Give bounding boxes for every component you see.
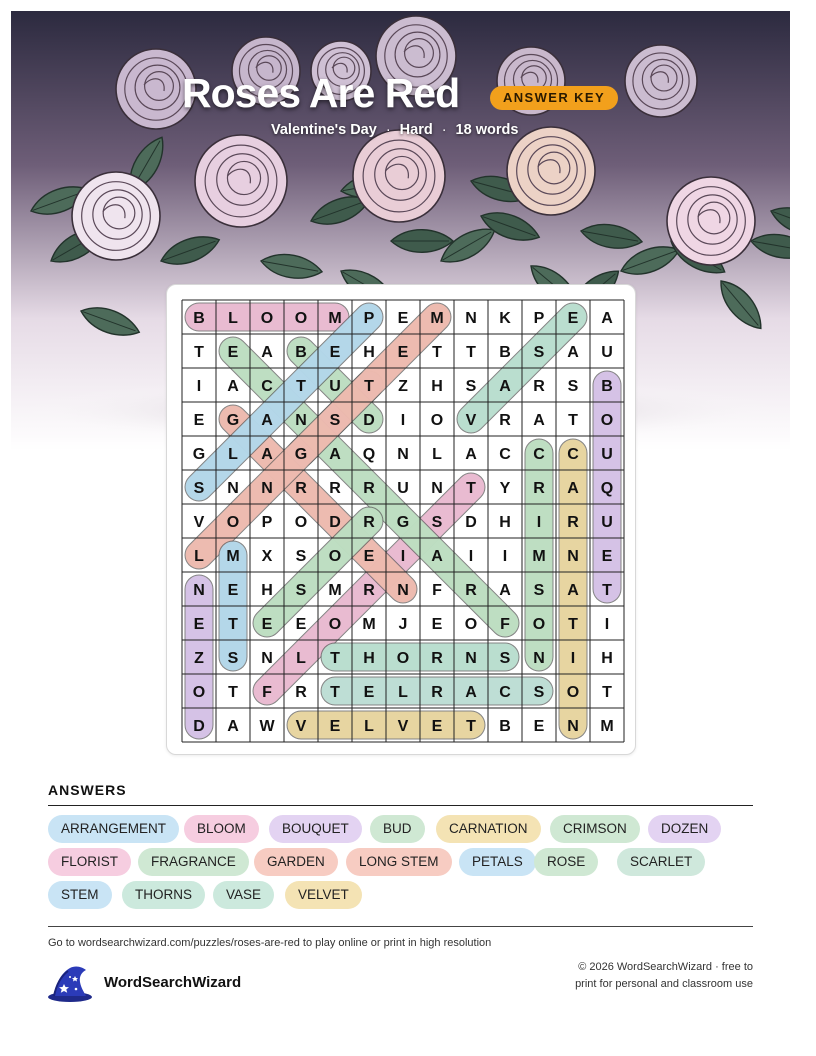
grid-letter: Q: [362, 446, 376, 463]
answer-chip: BLOOM: [184, 815, 259, 843]
grid-letter: T: [602, 582, 612, 599]
grid-letter: R: [295, 480, 307, 497]
grid-letter: U: [601, 514, 613, 531]
answer-chip: BUD: [370, 815, 425, 843]
divider: [48, 805, 753, 806]
grid-letter: C: [499, 684, 511, 701]
grid-letter: M: [328, 310, 342, 327]
grid-letter: A: [465, 684, 477, 701]
grid-letter: O: [328, 616, 342, 633]
answer-key-badge: ANSWER KEY: [490, 86, 618, 110]
answer-chip: STEM: [48, 881, 112, 909]
grid-letter: T: [296, 378, 306, 395]
page-title: Roses Are Red: [182, 70, 460, 116]
grid-letter: M: [328, 582, 342, 599]
grid-letter: I: [502, 548, 508, 565]
grid-letter: N: [533, 650, 545, 667]
grid-letter: E: [261, 616, 273, 633]
grid-letter: H: [601, 650, 613, 667]
grid-letter: N: [193, 582, 205, 599]
separator-dot: ·: [441, 122, 447, 138]
grid-letter: A: [499, 582, 511, 599]
grid-letter: E: [431, 616, 443, 633]
grid-letter: S: [295, 548, 307, 565]
grid-letter: C: [499, 446, 511, 463]
answer-chip: BOUQUET: [269, 815, 362, 843]
grid-letter: E: [397, 344, 409, 361]
answer-chip: DOZEN: [648, 815, 721, 843]
grid-letter: A: [499, 378, 511, 395]
grid-letter: E: [193, 616, 205, 633]
grid-letter: B: [601, 378, 613, 395]
grid-letter: N: [261, 650, 273, 667]
grid-letter: D: [329, 514, 341, 531]
grid-letter: Q: [600, 480, 614, 497]
grid-letter: S: [295, 582, 307, 599]
grid-letter: E: [193, 412, 205, 429]
grid-letter: K: [499, 310, 511, 327]
answer-chip: VELVET: [285, 881, 362, 909]
grid-letter: E: [533, 718, 545, 735]
word-count-label: 18 words: [455, 122, 519, 138]
grid-letter: P: [363, 310, 375, 327]
copyright-text: © 2026 WordSearchWizard · free to print for personal and classroom use: [575, 961, 753, 990]
grid-letter: E: [363, 684, 375, 701]
grid-letter: N: [431, 480, 443, 497]
grid-letter: D: [193, 718, 205, 735]
grid-letter: O: [226, 514, 240, 531]
grid-letter: V: [295, 718, 307, 735]
grid-letter: I: [468, 548, 474, 565]
grid-letter: H: [363, 650, 375, 667]
answer-chip: FLORIST: [48, 848, 131, 876]
grid-letter: T: [330, 684, 340, 701]
grid-letter: G: [294, 446, 308, 463]
grid-letter: T: [330, 650, 340, 667]
grid-letter: O: [600, 412, 614, 429]
wizard-hat-logo-icon: [46, 964, 94, 1009]
grid-letter: O: [294, 310, 308, 327]
grid-letter: T: [432, 344, 442, 361]
grid-letter: B: [193, 310, 205, 327]
grid-letter: O: [566, 684, 580, 701]
grid-letter: H: [363, 344, 375, 361]
grid-letter: E: [431, 718, 443, 735]
grid-letter: G: [396, 514, 410, 531]
grid-letter: O: [328, 548, 342, 565]
grid-letter: W: [259, 718, 275, 735]
divider: [48, 926, 753, 927]
grid-letter: C: [261, 378, 273, 395]
grid-letter: R: [465, 582, 477, 599]
grid-letter: H: [499, 514, 511, 531]
grid-letter: L: [228, 446, 238, 463]
grid-letter: R: [329, 480, 341, 497]
grid-letter: E: [329, 344, 341, 361]
grid-letter: G: [192, 446, 206, 463]
grid-letter: U: [601, 446, 613, 463]
grid-letter: E: [227, 582, 239, 599]
grid-letter: S: [499, 650, 511, 667]
grid-letter: M: [600, 718, 614, 735]
answer-chip: ROSE: [534, 848, 598, 876]
grid-letter: E: [601, 548, 613, 565]
grid-letter: N: [397, 446, 409, 463]
grid-letter: N: [261, 480, 273, 497]
grid-letter: N: [397, 582, 409, 599]
grid-letter: R: [567, 514, 579, 531]
grid-letter: A: [227, 378, 239, 395]
grid-letter: N: [465, 310, 477, 327]
grid-letter: S: [431, 514, 443, 531]
grid-letter: S: [533, 582, 545, 599]
grid-letter: R: [499, 412, 511, 429]
grid-letter: T: [194, 344, 204, 361]
grid-letter: E: [227, 344, 239, 361]
grid-letter: R: [431, 650, 443, 667]
footer-link-text[interactable]: Go to wordsearchwizard.com/puzzles/roses-are-red to play online or print in high resolution: [48, 937, 492, 949]
grid-letter: B: [499, 344, 511, 361]
grid-letter: M: [430, 310, 444, 327]
grid-letter: T: [364, 378, 374, 395]
grid-letter: A: [567, 344, 579, 361]
grid-letter: M: [362, 616, 376, 633]
grid-letter: S: [193, 480, 205, 497]
grid-letter: A: [601, 310, 613, 327]
grid-letter: G: [226, 412, 240, 429]
grid-letter: F: [500, 616, 510, 633]
grid-letter: S: [533, 684, 545, 701]
grid-letter: V: [397, 718, 409, 735]
grid-letter: O: [532, 616, 546, 633]
grid-letter: S: [329, 412, 341, 429]
grid-letter: N: [567, 718, 579, 735]
grid-letter: D: [465, 514, 477, 531]
grid-letter: B: [295, 344, 307, 361]
grid-letter: I: [400, 548, 406, 565]
grid-letter: A: [329, 446, 341, 463]
grid-letter: I: [604, 616, 610, 633]
grid-letter: S: [533, 344, 545, 361]
grid-letter: B: [499, 718, 511, 735]
grid-letter: L: [432, 446, 442, 463]
grid-letter: R: [431, 684, 443, 701]
grid-letter: E: [397, 310, 409, 327]
grid-letter: O: [430, 412, 444, 429]
grid-letter: L: [398, 684, 408, 701]
grid-letter: T: [602, 684, 612, 701]
grid-letter: A: [431, 548, 443, 565]
grid-letter: A: [567, 582, 579, 599]
grid-letter: Z: [194, 650, 204, 667]
grid-letter: N: [567, 548, 579, 565]
grid-letter: S: [465, 378, 477, 395]
grid-letter: P: [261, 514, 273, 531]
grid-letter: A: [567, 480, 579, 497]
grid-letter: J: [398, 616, 408, 633]
grid-letter: U: [329, 378, 341, 395]
grid-letter: I: [400, 412, 406, 429]
answer-chip: ARRANGEMENT: [48, 815, 179, 843]
grid-letter: O: [294, 514, 308, 531]
grid-letter: C: [533, 446, 545, 463]
answer-chip: PETALS: [459, 848, 536, 876]
grid-canvas: [167, 285, 635, 754]
grid-letter: V: [465, 412, 477, 429]
grid-letter: N: [227, 480, 239, 497]
answers-heading: ANSWERS: [48, 782, 127, 798]
grid-letter: R: [533, 378, 545, 395]
answer-chip: FRAGRANCE: [138, 848, 249, 876]
puzzle-meta: [271, 122, 518, 138]
answer-chip: SCARLET: [617, 848, 705, 876]
grid-letter: O: [192, 684, 206, 701]
answer-chip: THORNS: [122, 881, 205, 909]
grid-letter: T: [568, 412, 578, 429]
grid-letter: T: [466, 718, 476, 735]
grid-letter: H: [431, 378, 443, 395]
grid-letter: V: [193, 514, 205, 531]
grid-letter: L: [194, 548, 204, 565]
grid-letter: O: [464, 616, 478, 633]
grid-letter: C: [567, 446, 579, 463]
grid-letter: A: [227, 718, 239, 735]
grid-letter: U: [397, 480, 409, 497]
grid-letter: A: [261, 412, 273, 429]
theme-label: Valentine's Day: [271, 122, 377, 138]
difficulty-label: Hard: [399, 122, 433, 138]
grid-letter: M: [226, 548, 240, 565]
grid-letter: X: [261, 548, 273, 565]
grid-letter: T: [466, 344, 476, 361]
grid-letter: E: [567, 310, 579, 327]
answer-chip: LONG STEM: [346, 848, 452, 876]
grid-letter: F: [262, 684, 272, 701]
word-search-grid: [166, 284, 636, 755]
grid-letter: A: [261, 446, 273, 463]
grid-letter: H: [261, 582, 273, 599]
answer-chip: CARNATION: [436, 815, 541, 843]
answer-chip: VASE: [213, 881, 274, 909]
grid-letter: D: [363, 412, 375, 429]
grid-letter: T: [228, 684, 238, 701]
grid-letter: L: [364, 718, 374, 735]
grid-letter: N: [465, 650, 477, 667]
grid-letter: T: [228, 616, 238, 633]
grid-letter: R: [363, 582, 375, 599]
grid-letter: I: [196, 378, 202, 395]
answer-chip: CRIMSON: [550, 815, 640, 843]
grid-letter: N: [295, 412, 307, 429]
grid-letter: S: [227, 650, 239, 667]
grid-letter: M: [532, 548, 546, 565]
grid-letter: R: [363, 480, 375, 497]
grid-letter: F: [432, 582, 442, 599]
grid-letter: T: [568, 616, 578, 633]
grid-letter: L: [228, 310, 238, 327]
grid-letter: L: [296, 650, 306, 667]
separator-dot: ·: [385, 122, 391, 138]
answer-chip: GARDEN: [254, 848, 338, 876]
grid-letter: U: [601, 344, 613, 361]
grid-letter: E: [329, 718, 341, 735]
grid-letter: P: [533, 310, 545, 327]
grid-letter: I: [570, 650, 576, 667]
grid-letter: R: [533, 480, 545, 497]
grid-letter: E: [295, 616, 307, 633]
grid-letter: I: [536, 514, 542, 531]
grid-letter: R: [295, 684, 307, 701]
brand-name: WordSearchWizard: [104, 974, 242, 991]
grid-letter: R: [363, 514, 375, 531]
grid-letter: A: [533, 412, 545, 429]
grid-letter: O: [396, 650, 410, 667]
grid-letter: S: [567, 378, 579, 395]
grid-letter: Z: [398, 378, 408, 395]
grid-letter: T: [466, 480, 476, 497]
grid-letter: E: [363, 548, 375, 565]
grid-letter: O: [260, 310, 274, 327]
grid-letter: A: [465, 446, 477, 463]
grid-letter: Y: [499, 480, 511, 497]
grid-letter: A: [261, 344, 273, 361]
